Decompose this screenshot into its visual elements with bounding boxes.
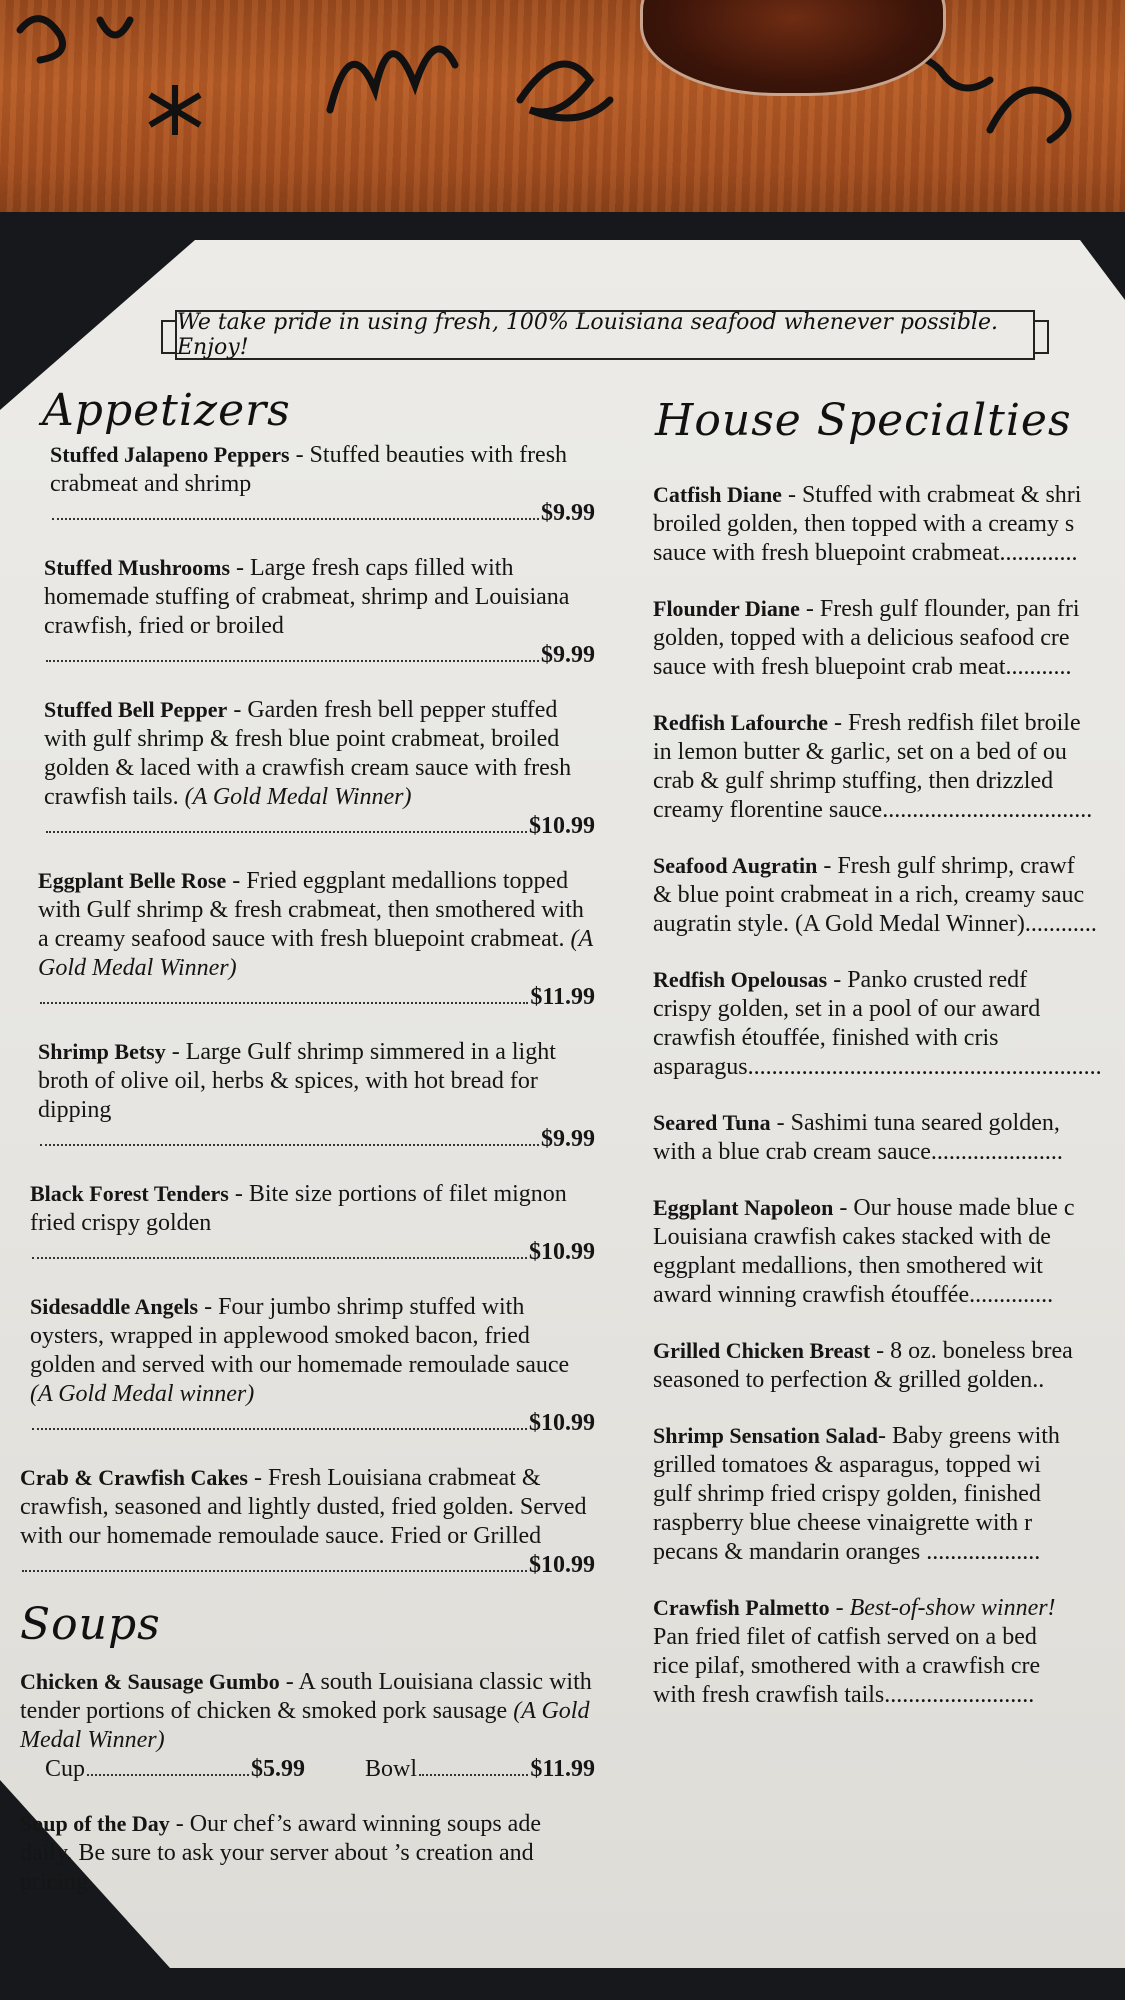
item-description: crawfish étouffée, finished with cris	[653, 1025, 999, 1051]
item-description-line	[653, 796, 1125, 825]
cup-price: $5.99	[251, 1756, 305, 1782]
item-description: - Panko crusted redf	[827, 967, 1028, 993]
right-column	[653, 480, 1125, 1910]
item-description: raspberry blue cheese vinaigrette with r	[653, 1510, 1033, 1536]
item-description-line	[653, 1024, 1125, 1053]
menu-item	[44, 553, 595, 670]
menu-item	[653, 1108, 1125, 1167]
menu-item	[20, 1463, 595, 1580]
house-specialties-heading: House Specialties	[655, 395, 1072, 446]
leader-dots	[46, 660, 539, 662]
item-price: $10.99	[529, 813, 595, 839]
item-description: crispy golden, set in a pool of our award	[653, 996, 1041, 1022]
item-name: Shrimp Betsy	[38, 1039, 166, 1064]
item-name: Stuffed Mushrooms	[44, 555, 231, 580]
item-description-line	[653, 1623, 1125, 1652]
item-description-line	[653, 1223, 1125, 1252]
leader-dots	[40, 1144, 539, 1146]
item-name: Grilled Chicken Breast	[653, 1338, 871, 1363]
item-description: - Fresh redfish filet broile	[828, 710, 1081, 736]
soup-item	[20, 1809, 595, 1897]
item-description-line	[653, 510, 1125, 539]
item-description: - Four jumbo shrimp stuffed with oysters, wrapped in applewood smoked bacon, fried golden and served with our homemade remoulade sauce	[30, 1294, 570, 1378]
item-description: & blue point crabmeat in a rich, creamy sauc	[653, 882, 1085, 908]
item-description: - Fresh gulf flounder, pan fri	[799, 596, 1080, 622]
item-name: Redfish Opelousas	[653, 967, 828, 992]
menu-item	[653, 965, 1125, 1082]
item-description: creamy florentine sauce...................................	[653, 797, 1093, 823]
leader-dots	[46, 831, 527, 833]
item-description: award winning crawfish étouffée..............	[653, 1282, 1054, 1308]
item-description-line	[653, 539, 1125, 568]
leader-dots	[419, 1774, 528, 1776]
item-first-line	[653, 1593, 1125, 1623]
item-description: - Our house made blue c	[833, 1195, 1075, 1221]
item-description: broiled golden, then topped with a creamy s	[653, 511, 1075, 537]
item-description: - Best-of-show winner!	[829, 1595, 1056, 1621]
item-description: Pan fried filet of catfish served on a bed	[653, 1624, 1037, 1650]
item-description: - Sashimi tuna seared golden,	[770, 1110, 1060, 1136]
menu-item	[653, 480, 1125, 568]
item-first-line	[653, 1108, 1125, 1138]
soup-item	[20, 1667, 595, 1784]
item-description-line	[653, 910, 1125, 939]
item-description-line	[653, 1138, 1125, 1167]
item-description: - Our chef’s award winning soups ade daily. Be sure to ask your server about ’s creation and pricing.	[20, 1811, 541, 1895]
item-description: - Fresh Louisiana crabmeat & crawfish, seasoned and lightly dusted, fried golden. Served with our homemade remoulade sauce. Fried or Grilled	[20, 1465, 587, 1549]
item-first-line	[653, 1421, 1125, 1451]
item-first-line	[653, 1193, 1125, 1223]
item-first-line	[653, 480, 1125, 510]
item-name: Flounder Diane	[653, 596, 800, 621]
item-description-line	[653, 1538, 1125, 1567]
item-description: with a blue crab cream sauce......................	[653, 1139, 1063, 1165]
menu-item	[30, 1179, 595, 1267]
item-description: - 8 oz. boneless brea	[870, 1338, 1073, 1364]
menu-item	[38, 1037, 595, 1154]
bowl-price: $11.99	[530, 1756, 595, 1782]
item-description-line	[653, 1652, 1125, 1681]
item-name: Seared Tuna	[653, 1110, 771, 1135]
item-award: (A Gold Medal Winner)	[20, 1698, 590, 1753]
item-price: $9.99	[541, 500, 595, 526]
item-description-line	[653, 1480, 1125, 1509]
item-description-line	[653, 624, 1125, 653]
item-description-line	[653, 1681, 1125, 1710]
item-description: - Stuffed beauties with fresh crabmeat and shrimp	[50, 442, 568, 497]
item-award: (A Gold Medal Winner)	[38, 926, 593, 981]
item-description: in lemon butter & garlic, set on a bed of ou	[653, 739, 1067, 765]
menu-item	[44, 695, 595, 841]
menu-item	[653, 1336, 1125, 1395]
item-first-line	[653, 1336, 1125, 1366]
item-description-line	[653, 653, 1125, 682]
banner-corner-left	[161, 320, 177, 354]
item-description: pecans & mandarin oranges ...................	[653, 1539, 1041, 1565]
item-description: with fresh crawfish tails.........................	[653, 1682, 1035, 1708]
item-name: Sidesaddle Angels	[30, 1294, 199, 1319]
leader-dots	[32, 1257, 527, 1259]
item-price: $11.99	[530, 984, 595, 1010]
item-description-line	[653, 881, 1125, 910]
item-description-line	[653, 1366, 1125, 1395]
item-price: $10.99	[529, 1410, 595, 1436]
item-first-line	[653, 708, 1125, 738]
item-description-line	[653, 1451, 1125, 1480]
item-description: eggplant medallions, then smothered wit	[653, 1253, 1043, 1279]
item-name: Redfish Lafourche	[653, 710, 828, 735]
item-name: Soup of the Day	[20, 1811, 170, 1836]
item-description: Louisiana crawfish cakes stacked with de	[653, 1224, 1051, 1250]
item-name: Eggplant Napoleon	[653, 1195, 834, 1220]
item-description: - Fresh gulf shrimp, crawf	[817, 853, 1075, 879]
menu-item	[38, 866, 595, 1012]
item-name: Catfish Diane	[653, 482, 782, 507]
item-description-line	[653, 1252, 1125, 1281]
menu-item	[653, 708, 1125, 825]
item-name: Seafood Augratin	[653, 853, 818, 878]
item-description-line	[653, 767, 1125, 796]
item-description: gulf shrimp fried crispy golden, finished	[653, 1481, 1041, 1507]
leader-dots	[40, 1002, 528, 1004]
left-column	[10, 440, 595, 1922]
item-name: Stuffed Bell Pepper	[44, 697, 228, 722]
item-description-line	[653, 995, 1125, 1024]
item-description: sauce with fresh bluepoint crabmeat.............	[653, 540, 1078, 566]
item-first-line	[653, 594, 1125, 624]
item-description: - Large fresh caps filled with homemade stuffing of crabmeat, shrimp and Louisiana crawfish, fried or broiled	[44, 555, 570, 639]
item-price: $10.99	[529, 1552, 595, 1578]
item-description-line	[653, 1509, 1125, 1538]
leader-dots	[87, 1774, 249, 1776]
item-description: - Garden fresh bell pepper stuffed with gulf shrimp & fresh blue point crabmeat, broiled golden & laced with a crawfish cream sauce with fresh crawfish tails.	[44, 697, 572, 810]
item-first-line	[653, 851, 1125, 881]
item-description-line	[653, 738, 1125, 767]
cup-bowl-prices	[20, 1755, 595, 1784]
item-first-line	[653, 965, 1125, 995]
item-description: - Large Gulf shrimp simmered in a light broth of olive oil, herbs & spices, with hot bread for dipping	[38, 1039, 556, 1123]
menu-item	[50, 440, 595, 528]
item-description-line	[653, 1053, 1125, 1082]
item-description: - Baby greens with	[877, 1423, 1060, 1449]
item-award: (A Gold Medal winner)	[30, 1381, 255, 1407]
item-description: asparagus...........................................................	[653, 1054, 1102, 1080]
item-description: golden, topped with a delicious seafood cre	[653, 625, 1070, 651]
cup-label: Cup	[45, 1756, 86, 1782]
banner-corner-right	[1033, 320, 1049, 354]
item-award: (A Gold Medal Winner)	[184, 784, 412, 810]
menu-item	[653, 1421, 1125, 1567]
item-description: grilled tomatoes & asparagus, topped wi	[653, 1452, 1041, 1478]
menu-item	[30, 1292, 595, 1438]
tagline-text: We take pride in using fresh, 100% Louisiana seafood whenever possible. Enjoy!	[177, 310, 998, 360]
item-name: Shrimp Sensation Salad	[653, 1423, 878, 1448]
menu-item	[653, 851, 1125, 939]
item-description: crab & gulf shrimp stuffing, then drizzled	[653, 768, 1054, 794]
item-name: Crab & Crawfish Cakes	[20, 1465, 248, 1490]
soups-heading: Soups	[20, 1599, 161, 1650]
item-description-line	[653, 1281, 1125, 1310]
item-name: Chicken & Sausage Gumbo	[20, 1669, 280, 1694]
menu-item	[653, 1193, 1125, 1310]
item-name: Stuffed Jalapeno Peppers	[50, 442, 290, 467]
item-name: Eggplant Belle Rose	[38, 868, 227, 893]
item-description: augratin style. (A Gold Medal Winner)............	[653, 911, 1097, 937]
item-description: - Stuffed with crabmeat & shri	[781, 482, 1082, 508]
item-description: seasoned to perfection & grilled golden..	[653, 1367, 1045, 1393]
menu-item	[653, 1593, 1125, 1710]
item-name: Crawfish Palmetto	[653, 1595, 830, 1620]
bowl-label: Bowl	[365, 1756, 418, 1782]
item-description: - Bite size portions of filet mignon fried crispy golden	[30, 1181, 567, 1236]
tagline-banner	[175, 310, 1035, 360]
item-name: Black Forest Tenders	[30, 1181, 229, 1206]
leader-dots	[52, 518, 539, 520]
item-price: $9.99	[541, 1126, 595, 1152]
item-price: $9.99	[541, 642, 595, 668]
leader-dots	[32, 1428, 527, 1430]
appetizers-heading: Appetizers	[42, 385, 291, 436]
item-description: rice pilaf, smothered with a crawfish cre	[653, 1653, 1041, 1679]
leader-dots	[22, 1570, 527, 1572]
item-price: $10.99	[529, 1239, 595, 1265]
table-scribbles	[0, 0, 1125, 200]
item-description: - Fried eggplant medallions topped with Gulf shrimp & fresh crabmeat, then smothered with a creamy seafood sauce with fresh bluepoint crabmeat.	[38, 868, 584, 952]
menu-item	[653, 594, 1125, 682]
item-description: sauce with fresh bluepoint crab meat...........	[653, 654, 1072, 680]
item-description: - A south Louisiana classic with tender portions of chicken & smoked pork sausage	[20, 1669, 592, 1724]
